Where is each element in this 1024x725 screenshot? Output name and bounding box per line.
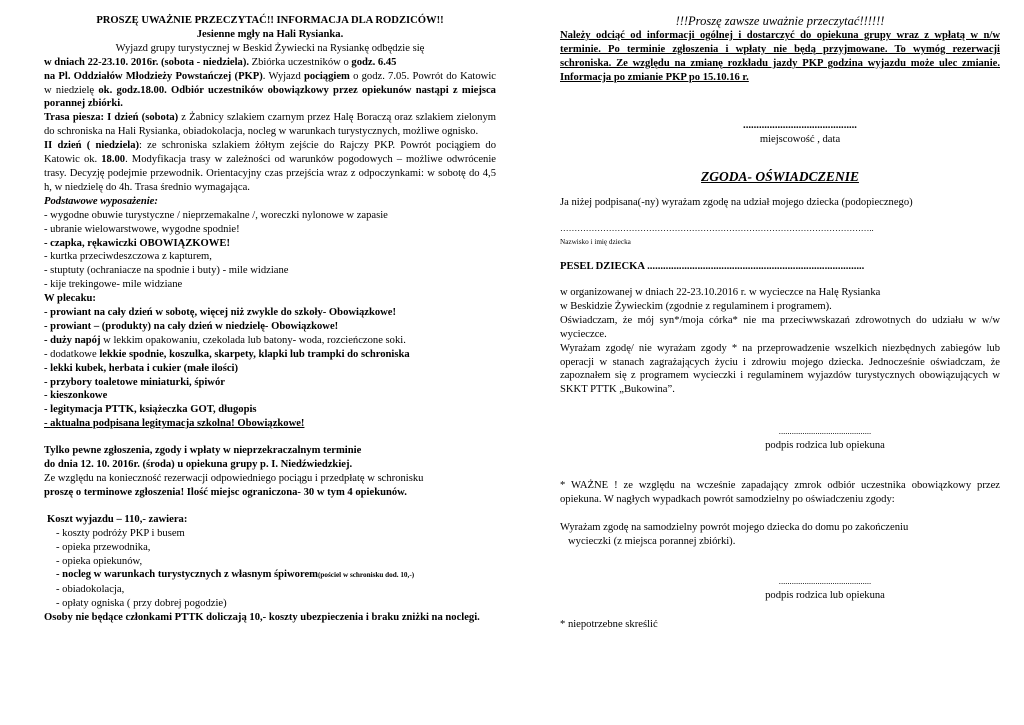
backpack-item: - legitymacja PTTK, książeczka GOT, długopis: [44, 404, 257, 416]
departure-paragraph: [44, 70, 496, 112]
cost-item: - opieka przewodnika,: [56, 541, 151, 553]
route-day2-text: : ze schroniska szlakiem żółtym zejście do Rajczy PKP. Powrót pociągiem do Katowic ok.: [44, 140, 496, 166]
submission-notice: Należy odciąć od informacji ogólnej i dostarczyć do opiekuna grupy wraz z wpłatą w n/w terminie. Po terminie zgłoszenia i wpłaty nie będą przyjmowane. To wymóg rezerwacji schroniska. Ze względu na zmianę rozkładu jazdy PKP godzina wyjazdu może ulec zmianie. Informacja po zmianie PKP po 15.10.16 r.: [560, 30, 1000, 83]
consent-title: ZGODA- OŚWIADCZENIE: [701, 169, 859, 185]
route-day2-text-2: . Modyfikacja trasy w zależności od warunków pogodowych – możliwe odwrócenie trasy. Decyzję podejmie przewodnik. Orientacyjny czas przejścia wraz z odpoczynkami: w sobotę do 4,5 h, w niedzielę do 4h. Trasa średnio wymagająca.: [44, 154, 496, 193]
deadline-limit: proszę o terminowe zgłoszenia! Ilość miejsc ograniczona- 30 w tym 4 opiekunów.: [44, 486, 407, 498]
medical-consent: Wyrażam zgodę/ nie wyrażam zgody * na przeprowadzenie wszelkich niezbędnych zabiegów lub operacji w stanach zagrażających życiu i zdrowiu mojego dziecka. Jednocześnie oświadczam, że zapoznałem się z programem wycieczki i regulaminem wyjazdów turystycznych obowiązujących w SKKT PTTK „Bukowina”.: [560, 342, 1000, 396]
cost-lodging-note: (pościel w schronisku dod. 10,-): [318, 571, 415, 580]
return-text: o godz. 7.05. Powrót do Katowic w niedzielę: [44, 70, 496, 96]
signature-dots-2: ...........................................: [778, 575, 872, 586]
cost-item: - opieka opiekunów,: [56, 555, 143, 567]
route-day2-time: 18.00: [101, 154, 126, 166]
consent-warning-title: !!!Proszę zawsze uważnie przeczytać!!!!!!: [675, 14, 885, 28]
departure-mode: pociągiem: [303, 70, 350, 82]
header-warning: PROSZĘ UWAŻNIE PRZECZYTAĆ!! INFORMACJA DLA RODZICÓW!!: [96, 15, 444, 26]
equipment-item: - kije trekingowe- mile widziane: [44, 279, 183, 291]
equipment-item: - wygodne obuwie turystyczne / nieprzemakalne /, woreczki nylonowe w zapasie: [44, 209, 388, 221]
backpack-extra-label: - dodatkowe: [44, 348, 100, 360]
cost-title: Koszt wyjazdu – 110,- zawiera:: [47, 513, 188, 525]
consent-column: [560, 14, 1000, 632]
signature-dots-1: ...........................................: [778, 426, 872, 437]
backpack-drink-text: w lekkim opakowaniu, czekolada lub batony- woda, rozcieńczone soki.: [100, 334, 406, 346]
equipment-item: - kurtka przeciwdeszczowa z kapturem,: [44, 251, 212, 263]
cost-item: - opłaty ogniska ( przy dobrej pogodzie): [56, 598, 227, 610]
intro-paragraph: [44, 56, 496, 70]
backpack-item: - przybory toaletowe miniaturki, śpiwór: [44, 376, 225, 388]
trip-title: Jesienne mgły na Hali Rysianka.: [196, 28, 344, 40]
equipment-item: - ubranie wielowarstwowe, wygodne spodnie!: [44, 223, 240, 235]
trip-line: w Beskidzie Żywieckim (zgodnie z regulaminem i programem).: [560, 300, 832, 312]
backpack-item: - lekki kubek, herbata i cukier (małe ilości): [44, 362, 239, 374]
backpack-item: [44, 334, 496, 348]
deadline-reason: Ze względu na konieczność rezerwacji odpowiedniego pociągu i przedpłatę w schronisku: [44, 473, 424, 484]
backpack-item: - kieszonkowe: [44, 390, 108, 402]
return-info: ok. godz.18.00. Odbiór uczestników obowiązkowy przez opiekunów nastąpi z miejsca porannej zbiórki.: [44, 84, 496, 110]
deadline-date: do dnia 12. 10. 2016r. (środa) u opiekuna grupy p. I. Niedźwiedzkiej.: [44, 459, 353, 471]
self-return-consent: Wyrażam zgodę na samodzielny powrót mojego dziecka do domu po zakończeniu: [560, 521, 909, 533]
route-day1-text: z Żabnicy szlakiem czarnym przez Halę Boraczą oraz szlakiem zielonym do schroniska na Hali Rysianka, obiadokolacja, nocleg w warunkach turystycznych, możliwe ognisko.: [44, 112, 496, 138]
signature-label-2: podpis rodzica lub opiekuna: [765, 589, 885, 601]
route-day1: [44, 111, 496, 139]
consent-line: Ja niżej podpisana(-ny) wyrażam zgodę na udział mojego dziecka (podopiecznego): [560, 197, 913, 209]
pesel-field[interactable]: PESEL DZIECKA ..................................................................................: [560, 261, 865, 273]
backpack-item: [44, 348, 496, 362]
cost-lodging-text: - nocleg w warunkach turystycznych z własnym śpiworem: [56, 569, 318, 581]
signature-label-1: podpis rodzica lub opiekuna: [765, 440, 885, 452]
cost-item: - obiadokolacja,: [56, 584, 125, 596]
deadline-line: Tylko pewne zgłoszenia, zgody i wpłaty w nieprzekraczalnym terminie: [44, 445, 362, 457]
equipment-item-required: - czapka, rękawiczki OBOWIĄZKOWE!: [44, 237, 230, 249]
equipment-title: Podstawowe wyposażenie:: [44, 195, 158, 207]
child-name-label: Nazwisko i imię dziecka: [560, 238, 631, 247]
backpack-item: - prowiant na cały dzień w sobotę, więcej niż zwykle do szkoły- Obowiązkowe!: [44, 307, 397, 319]
health-statement: Oświadczam, że mój syn*/moja córka* nie ma przeciwwskazań zdrowotnych do udziału w w/w wycieczce.: [560, 314, 1000, 340]
child-name-field[interactable]: ………………………………………………………………………………………………..: [560, 223, 874, 234]
important-notice: * WAŻNE ! ze względu na wcześnie zapadający zmrok odbiór uczestnika obowiązkowy przez opiekuna. W nagłych wypadkach powrót samodzielny po oświadczeniu zgody:: [560, 480, 1000, 505]
trip-line: w organizowanej w dniach 22-23.10.2016 r. w wycieczce na Halę Rysianka: [560, 286, 881, 298]
cost-item-lodging: [44, 568, 496, 583]
place-date-label: miejscowość , data: [759, 133, 841, 145]
info-column: [44, 14, 496, 625]
backpack-title: W plecaku:: [44, 293, 96, 305]
insurance-note: Osoby nie będące członkami PTTK doliczają 10,- koszty ubezpieczenia i braku zniżki na noclegi.: [44, 612, 480, 624]
place-date-dots: ...........................................: [743, 119, 857, 131]
meeting-place: na Pl. Oddziałów Młodzieży Powstańczej (PKP): [44, 70, 263, 82]
route-day2: [44, 139, 496, 195]
backpack-drink: - duży napój: [44, 334, 101, 346]
backpack-item: - prowiant – (produkty) na cały dzień w niedzielę- Obowiązkowe!: [44, 320, 339, 332]
equipment-item: - stuptuty (ochraniacze na spodnie i buty) - mile widziane: [44, 265, 289, 277]
gathering-time: godz. 6.45: [351, 56, 397, 68]
footnote: * niepotrzebne skreślić: [560, 619, 658, 631]
backpack-extra-text: lekkie spodnie, koszulka, skarpety, klapki lub trampki do schroniska: [99, 348, 410, 360]
backpack-item-school-id: - aktualna podpisana legitymacja szkolna! Obowiązkowe!: [44, 418, 305, 430]
route-day2-label: II dzień ( niedziela): [44, 140, 140, 152]
intro-line: Wyjazd grupy turystycznej w Beskid Żywiecki na Rysiankę odbędzie się: [115, 42, 425, 54]
cost-item: - koszty podróży PKP i busem: [56, 527, 185, 539]
trip-dates: w dniach 22-23.10. 2016r. (sobota - niedziela).: [44, 56, 250, 68]
self-return-consent-2: wycieczki (z miejsca porannej zbiórki).: [568, 535, 736, 547]
departure-text: . Wyjazd: [262, 70, 304, 82]
route-day1-label: Trasa piesza: I dzień (sobota): [44, 112, 179, 124]
gathering-text: Zbiórka uczestników o: [249, 56, 352, 68]
